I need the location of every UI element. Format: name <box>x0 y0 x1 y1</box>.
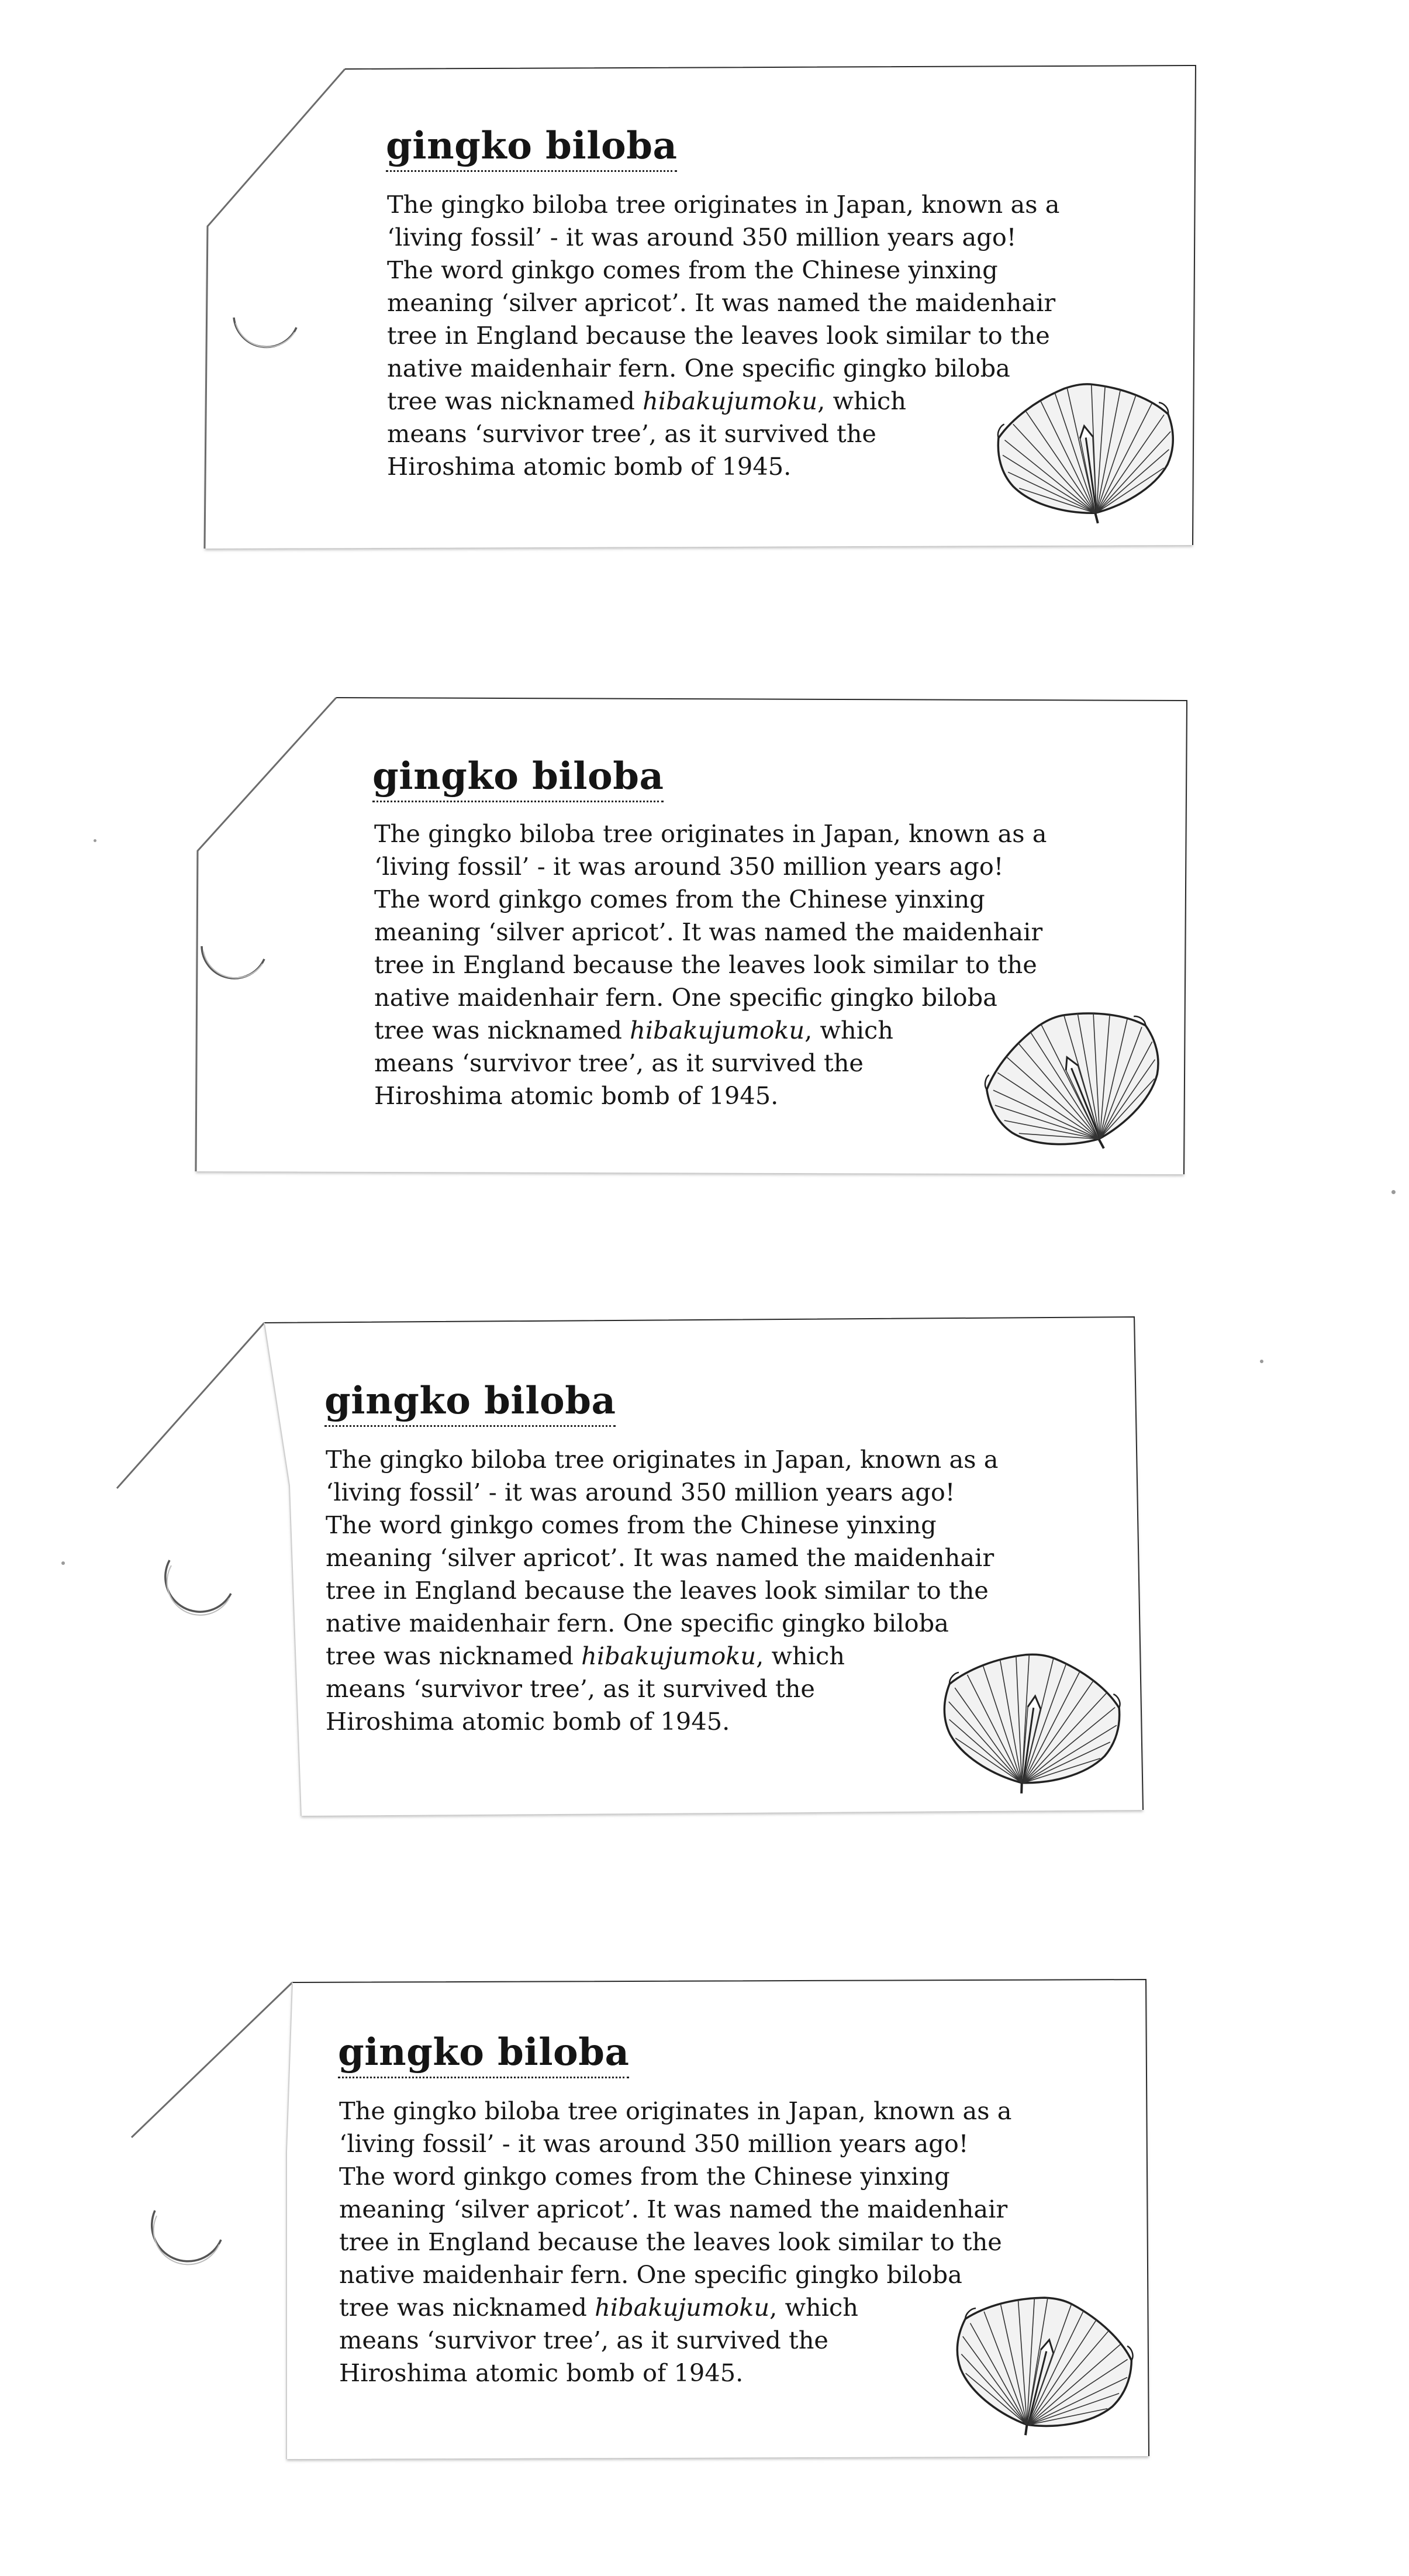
japanese-term: hibakujumoku <box>595 2293 770 2322</box>
description-line: meaning ‘silver apricot’. It was named the maidenhair <box>339 2195 1008 2223</box>
ginkgo-leaf-icon <box>950 2281 1137 2444</box>
description-line: tree was nicknamed hibakujumoku, which <box>374 1016 893 1044</box>
description-line: means ‘survivor tree’, as it survived the <box>387 419 876 448</box>
description-line: means ‘survivor tree’, as it survived the <box>374 1049 864 1077</box>
description-line: native maidenhair fern. One specific gingko biloba <box>339 2260 962 2289</box>
description-line: Hiroshima atomic bomb of 1945. <box>326 1707 730 1736</box>
japanese-term: hibakujumoku <box>630 1016 805 1044</box>
description-line: tree was nicknamed hibakujumoku, which <box>326 1642 845 1670</box>
description-line: native maidenhair fern. One specific gingko biloba <box>326 1609 949 1637</box>
description-line: native maidenhair fern. One specific gingko biloba <box>387 354 1010 382</box>
description-line: meaning ‘silver apricot’. It was named the maidenhair <box>387 288 1056 317</box>
tag-punch-hole <box>152 2211 221 2264</box>
description-line: Hiroshima atomic bomb of 1945. <box>374 1081 779 1110</box>
tag-description <box>339 2095 1011 2389</box>
japanese-term: hibakujumoku <box>643 387 818 415</box>
description-line: tree in England because the leaves look similar to the <box>339 2227 1002 2256</box>
description-line: The gingko biloba tree originates in Japan, known as a <box>326 1445 999 1474</box>
description-line: meaning ‘silver apricot’. It was named the maidenhair <box>326 1543 994 1572</box>
description-line: ‘living fossil’ - it was around 350 million years ago! <box>339 2129 969 2158</box>
description-line: The word ginkgo comes from the Chinese yinxing <box>374 885 985 913</box>
description-line: ‘living fossil’ - it was around 350 million years ago! <box>374 852 1004 881</box>
description-line: ‘living fossil’ - it was around 350 million years ago! <box>326 1478 955 1506</box>
description-line: tree in England because the leaves look similar to the <box>387 321 1050 350</box>
description-line: native maidenhair fern. One specific gingko biloba <box>374 983 997 1012</box>
description-line: Hiroshima atomic bomb of 1945. <box>387 452 792 481</box>
description-line: The word ginkgo comes from the Chinese yinxing <box>326 1511 937 1539</box>
tag-title: gingko biloba <box>324 1378 616 1425</box>
tag-title: gingko biloba <box>372 753 664 800</box>
description-line: ‘living fossil’ - it was around 350 million years ago! <box>387 223 1017 251</box>
description-line: The gingko biloba tree originates in Japan, known as a <box>374 819 1047 848</box>
description-line: tree was nicknamed hibakujumoku, which <box>387 387 906 415</box>
description-line: Hiroshima atomic bomb of 1945. <box>339 2358 744 2387</box>
description-line: The gingko biloba tree originates in Japan, known as a <box>339 2096 1012 2125</box>
description-line: tree in England because the leaves look similar to the <box>326 1576 989 1605</box>
tag-title: gingko biloba <box>338 2029 629 2076</box>
tag-title: gingko biloba <box>386 123 677 170</box>
description-line: means ‘survivor tree’, as it survived the <box>326 1674 815 1703</box>
description-line: meaning ‘silver apricot’. It was named the maidenhair <box>374 918 1043 946</box>
description-line: The word ginkgo comes from the Chinese yinxing <box>339 2162 950 2191</box>
japanese-term: hibakujumoku <box>581 1642 757 1670</box>
description-line: The gingko biloba tree originates in Japan, known as a <box>387 190 1060 219</box>
description-line: means ‘survivor tree’, as it survived the <box>339 2326 828 2354</box>
description-line: tree was nicknamed hibakujumoku, which <box>339 2293 858 2322</box>
description-line: tree in England because the leaves look similar to the <box>374 950 1037 979</box>
description-line: The word ginkgo comes from the Chinese yinxing <box>387 256 998 284</box>
